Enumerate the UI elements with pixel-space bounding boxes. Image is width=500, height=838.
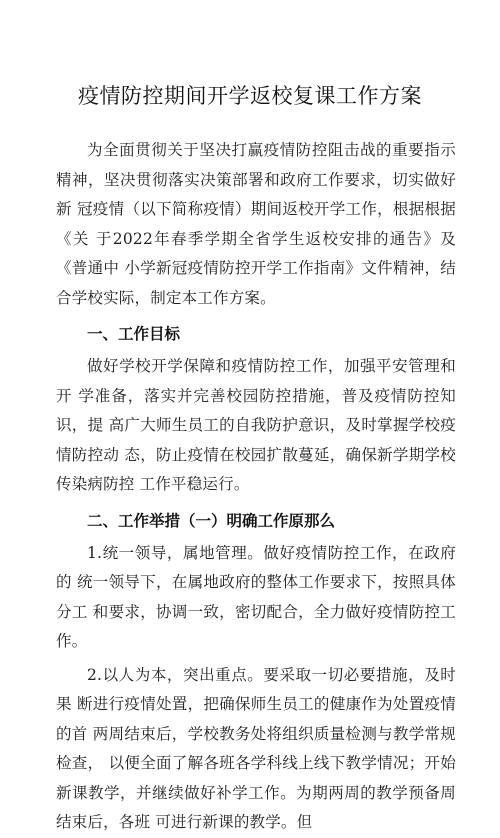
goals-paragraph: 做好学校开学保障和疫情防控工作，加强平安管理和开 学准备，落实并完善校园防控措施，普及疫情防控知识，提 高广大师生员工的自我防护意识，及时掌握学校疫情防控动 态，防止疫情在校园扩散蔓延，确保新学期学校传染病防控 工作平稳运行。	[56, 357, 456, 493]
section-heading-goals: 一、工作目标	[87, 325, 181, 343]
measure-item-1: 1.统一领导，属地管理。做好疫情防控工作，在政府的 统一领导下，在属地政府的整体工作要求下，按照具体分工 和要求，协调一致，密切配合，全力做好疫情防控工作。	[56, 543, 456, 650]
document-body	[56, 136, 456, 838]
document-title: 疫情防控期间开学返校复课工作方案	[78, 84, 422, 108]
measure-item-2: 2.以人为本，突出重点。要采取一切必要措施，及时果 断进行疫情处置，把确保师生员工的健康作为处置疫情的首 两周结束后，学校教务处将组织质量检测与教学常规检查， 以便全面了解各班各学科线上线下教学情况；开始新课教学，并继续做好补学工作。为期两周的教学预备周结束后，各班 可进行新课的教学。但	[56, 665, 456, 831]
intro-paragraph: 为全面贯彻关于坚决打赢疫情防控阻击战的重要指示 精神，坚决贯彻落实决策部署和政府工作要求，切实做好新 冠疫情（以下简称疫情）期间返校开学工作，根据根据《关 于2022年春季学期全省学生返校安排的通告》及《普通中 小学新冠疫情防控开学工作指南》文件精神，结合学校实际，制定本工作方案。	[56, 141, 456, 307]
section-heading-measures: 二、工作举措（一）明确工作原那么	[87, 511, 336, 530]
